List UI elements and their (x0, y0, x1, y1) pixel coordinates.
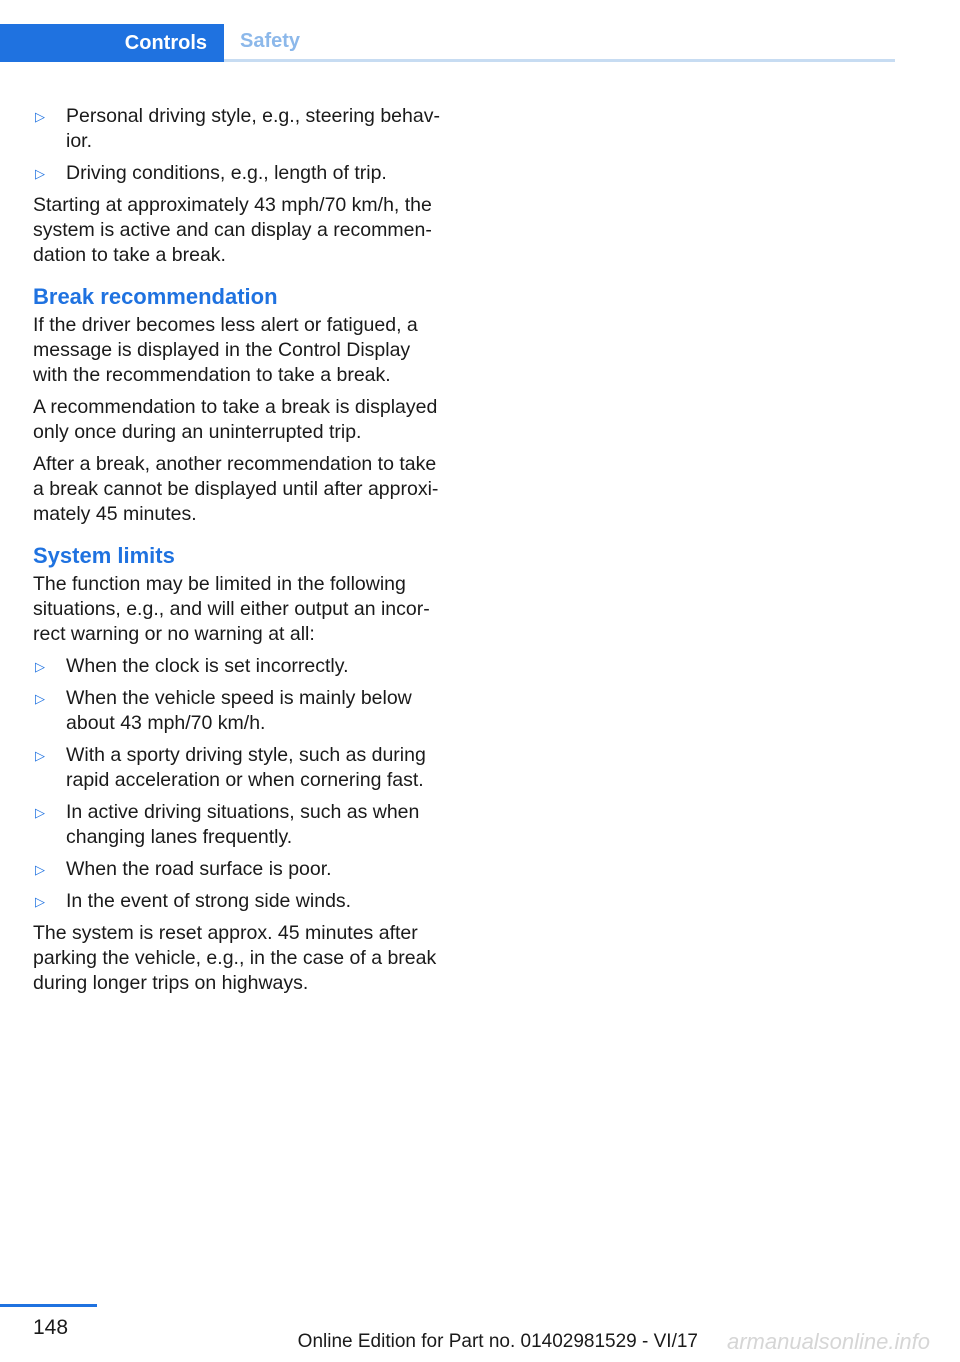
triangle-right-icon: ▷ (35, 862, 45, 877)
list-item-text: Personal driving style, e.g., steering behav-ior. (66, 105, 440, 152)
list-item (33, 686, 448, 736)
tab-safety[interactable] (224, 24, 300, 59)
triangle-right-icon: ▷ (35, 659, 45, 674)
triangle-right-icon: ▷ (35, 748, 45, 763)
paragraph: The function may be limited in the following situations, e.g., and will either output an incor-rect warning or no warning at all: (33, 573, 430, 645)
footer-rule (0, 1304, 97, 1307)
list-item (33, 161, 448, 186)
triangle-right-icon: ▷ (35, 894, 45, 909)
list-item-text: In active driving situations, such as when changing lanes frequently. (66, 801, 420, 848)
list-item-text: In the event of strong side winds. (66, 890, 352, 912)
triangle-right-icon: ▷ (35, 805, 45, 820)
tab-controls-label: Controls (124, 31, 207, 54)
intro-paragraph: Starting at approximately 43 mph/70 km/h, the system is active and can display a recommen-dation to take a break. (33, 194, 432, 266)
list-item-text: When the road surface is poor. (66, 858, 332, 880)
closing-paragraph: The system is reset approx. 45 minutes after parking the vehicle, e.g., in the case of a break during longer trips on highways. (33, 922, 437, 994)
triangle-right-icon: ▷ (35, 109, 45, 124)
list-item (33, 654, 448, 679)
edition-line: Online Edition for Part no. 01402981529 - VI/17 (297, 1331, 698, 1352)
page-content (33, 104, 448, 1003)
triangle-right-icon: ▷ (35, 691, 45, 706)
tab-controls[interactable] (0, 24, 224, 62)
list-item-text: When the vehicle speed is mainly below about 43 mph/70 km/h. (66, 687, 412, 734)
list-item (33, 104, 448, 154)
paragraph: A recommendation to take a break is displayed only once during an uninterrupted trip. (33, 396, 438, 443)
watermark: armanualsonline.info (726, 1329, 930, 1354)
list-item (33, 800, 448, 850)
list-item-text: With a sporty driving style, such as during rapid acceleration or when cornering fast. (66, 744, 426, 791)
break-recommendation-heading: Break recommendation (33, 284, 278, 309)
page-number: 148 (33, 1316, 69, 1339)
system-limits-heading: System limits (33, 543, 175, 568)
list-item (33, 743, 448, 793)
paragraph: After a break, another recommendation to take a break cannot be displayed until after approxi-mately 45 minutes. (33, 453, 439, 525)
paragraph: If the driver becomes less alert or fatigued, a message is displayed in the Control Display with the recommendation to take a break. (33, 314, 418, 386)
list-item (33, 857, 448, 882)
list-item-text: When the clock is set incorrectly. (66, 655, 349, 677)
list-item (33, 889, 448, 914)
list-item-text: Driving conditions, e.g., length of trip. (66, 162, 387, 184)
tab-safety-label: Safety (240, 30, 301, 52)
triangle-right-icon: ▷ (35, 166, 45, 181)
